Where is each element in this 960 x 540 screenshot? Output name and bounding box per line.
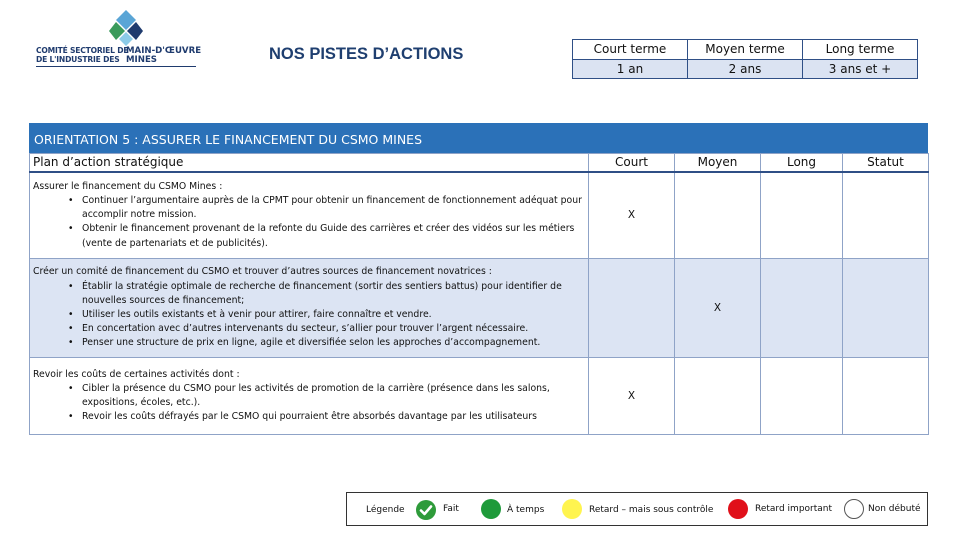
row-intro: Assurer le financement du CSMO Mines : [33, 180, 223, 192]
orientation-banner: ORIENTATION 5 : ASSURER LE FINANCEMENT DU CSMO MINES [29, 123, 928, 153]
row-description [30, 358, 589, 435]
row-long-mark [761, 172, 843, 259]
legend-label-a-temps: À temps [507, 505, 545, 515]
row-court-mark: X [589, 358, 675, 435]
legend-title: Légende [366, 505, 405, 515]
term-long-label: Long terme [803, 40, 918, 60]
term-court-duration: 1 an [573, 59, 688, 79]
column-header-court: Court [589, 154, 675, 172]
row-description [30, 172, 589, 259]
legend-label-retard-important: Retard important [755, 504, 833, 514]
row-long-mark [761, 358, 843, 435]
row-long-mark [761, 259, 843, 358]
check-icon [415, 499, 437, 521]
table-row [30, 358, 929, 435]
term-table [572, 39, 918, 79]
green-circle-icon [481, 499, 501, 519]
row-statut-mark [843, 358, 929, 435]
row-court-mark: X [589, 172, 675, 259]
legend-label-retard-controle: Retard – mais sous contrôle [589, 505, 714, 515]
status-legend [346, 492, 928, 526]
row-bullet: • En concertation avec d’autres intervenants du secteur, s’allier pour trouver l’argent nécessaire. [33, 322, 585, 336]
csmo-logo [36, 10, 201, 72]
row-statut-mark [843, 172, 929, 259]
row-intro: Revoir les coûts de certaines activités dont : [33, 368, 240, 380]
term-moyen-duration: 2 ans [688, 59, 803, 79]
logo-text-line2: DE L'INDUSTRIE DES [36, 55, 120, 64]
row-bullet: • Penser une structure de prix en ligne, agile et diversifiée selon les approches d’accompagnement. [33, 336, 585, 350]
action-plan-table [29, 153, 929, 435]
row-court-mark [589, 259, 675, 358]
logo-underline [36, 66, 196, 67]
table-row [30, 172, 929, 259]
logo-text-line4: MINES [126, 55, 158, 65]
row-bullet: • Continuer l’argumentaire auprès de la CPMT pour obtenir un financement de fonctionnement adéquat pour accomplir notre mission. [33, 194, 585, 222]
row-bullet: • Établir la stratégie optimale de recherche de financement (sortir des sentiers battus) pour identifier de nouvelles sources de financement; [33, 280, 585, 308]
empty-circle-icon [844, 499, 864, 519]
term-court-label: Court terme [573, 40, 688, 60]
logo-text-line3: MAIN-D'ŒUVRE [126, 46, 202, 56]
row-bullet: • Utiliser les outils existants et à venir pour attirer, faire connaître et vendre. [33, 308, 585, 322]
row-moyen-mark [675, 358, 761, 435]
page-title: NOS PISTES D’ACTIONS [269, 45, 464, 63]
row-intro: Créer un comité de financement du CSMO et trouver d’autres sources de financement novatrices : [33, 266, 492, 278]
row-bullet: • Revoir les coûts défrayés par le CSMO qui pourraient être absorbés davantage par les utilisateurs [33, 410, 585, 424]
legend-label-non-debute: Non débuté [868, 504, 921, 514]
row-moyen-mark [675, 172, 761, 259]
row-statut-mark [843, 259, 929, 358]
column-header-plan: Plan d’action stratégique [30, 154, 589, 172]
yellow-circle-icon [562, 499, 582, 519]
table-row [30, 259, 929, 358]
row-bullet: • Cibler la présence du CSMO pour les activités de promotion de la carrière (présence dans les salons, expositions, écoles, etc.). [33, 382, 585, 410]
column-header-statut: Statut [843, 154, 929, 172]
term-long-duration: 3 ans et + [803, 59, 918, 79]
row-moyen-mark: X [675, 259, 761, 358]
legend-label-fait: Fait [443, 504, 459, 514]
term-moyen-label: Moyen terme [688, 40, 803, 60]
csmo-logo-mark-icon [109, 10, 143, 46]
column-header-long: Long [761, 154, 843, 172]
row-bullet: • Obtenir le financement provenant de la refonte du Guide des carrières et créer des vidéos sur les métiers (vente de partenariats et de publicités). [33, 222, 585, 250]
column-header-moyen: Moyen [675, 154, 761, 172]
row-description [30, 259, 589, 358]
red-circle-icon [728, 499, 748, 519]
logo-text-line1: COMITÉ SECTORIEL DE [36, 46, 129, 55]
